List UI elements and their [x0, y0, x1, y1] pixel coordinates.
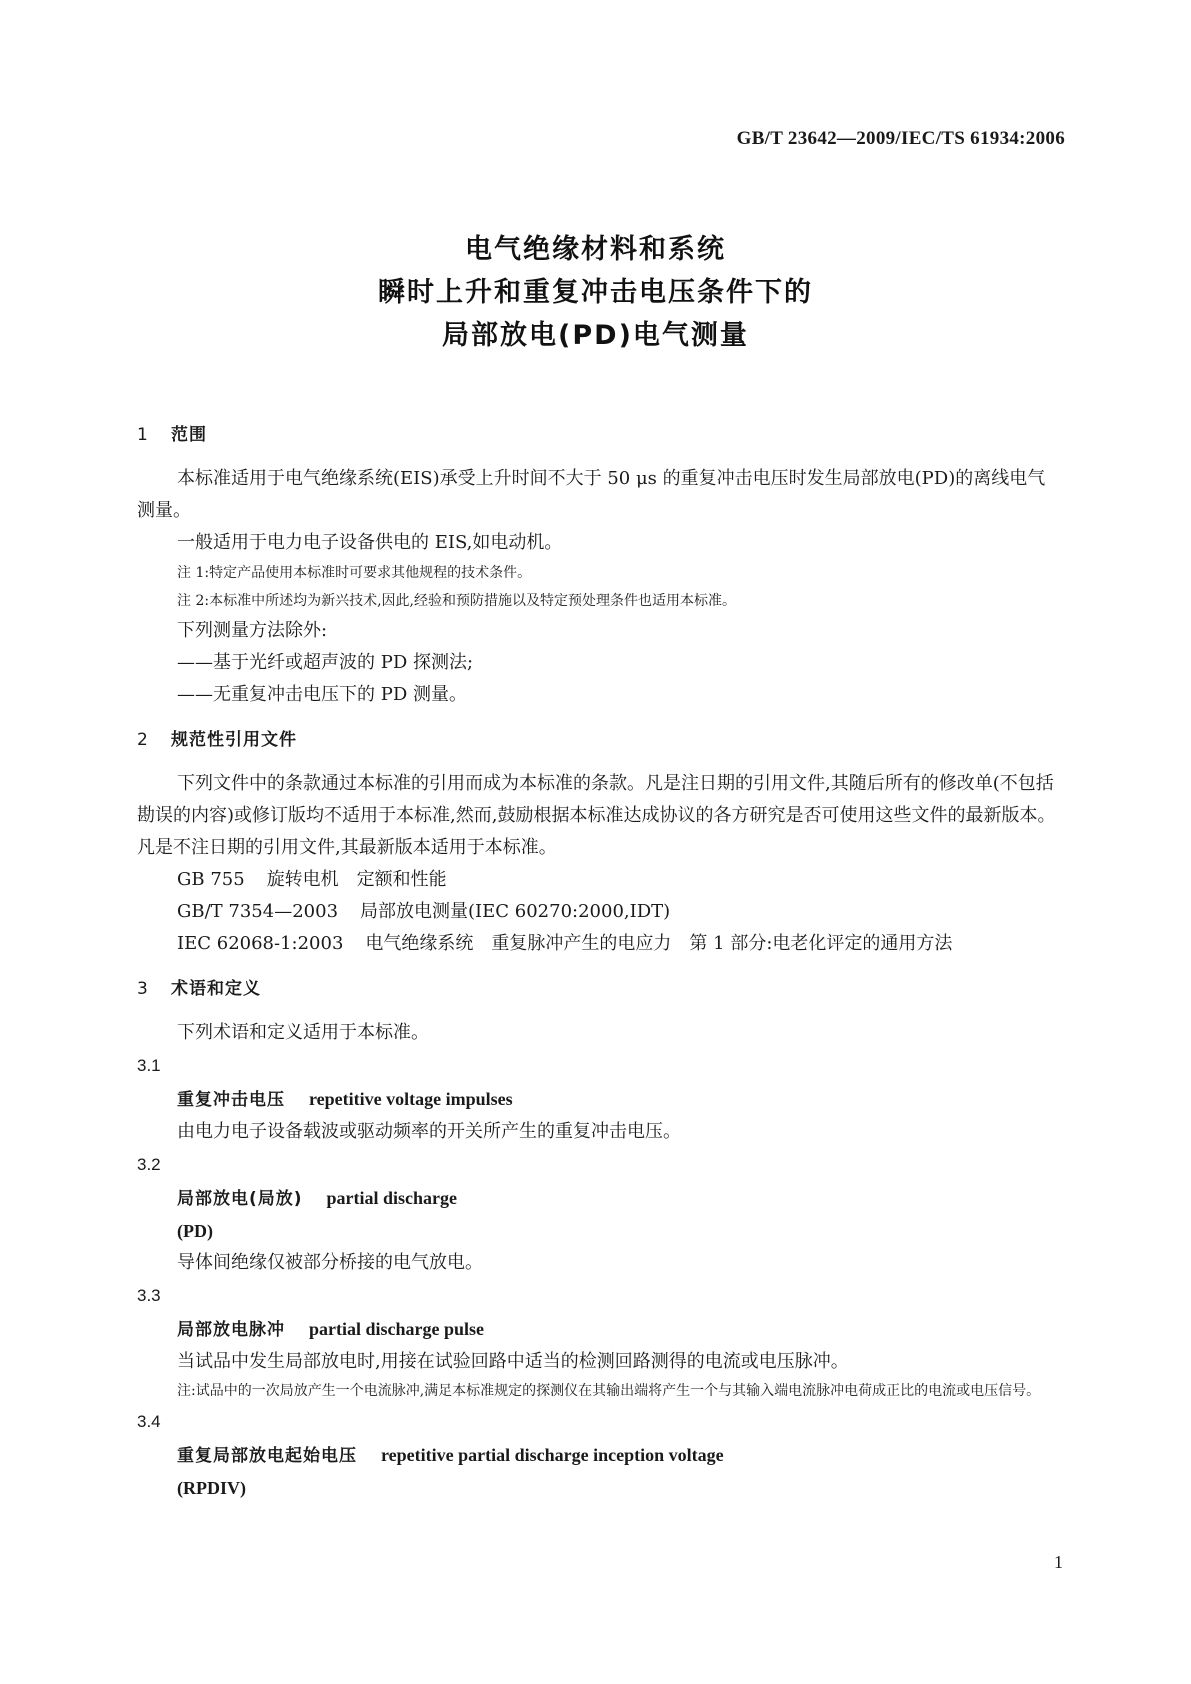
term-number: 3.4: [137, 1412, 161, 1431]
term-chinese: 重复冲击电压: [177, 1090, 285, 1110]
section-number: 2: [137, 730, 149, 750]
reference-code: GB 755: [177, 869, 245, 890]
section-number: 3: [137, 979, 149, 999]
paragraph: 下列文件中的条款通过本标准的引用而成为本标准的条款。凡是注日期的引用文件,其随后所有的修改单(不包括勘误的内容)或修订版均不适用于本标准,然而,鼓励根据本标准达成协议的各方研究是否可使用这些文件的最新版本。凡是不注日期的引用文件,其最新版本适用于本标准。: [137, 773, 1056, 858]
paragraph: 下列术语和定义适用于本标准。: [177, 1022, 429, 1043]
title-line-2: 瞬时上升和重复冲击电压条件下的: [378, 277, 813, 308]
reference-title: 局部放电测量(IEC 60270:2000,IDT): [360, 901, 671, 922]
reference-item: [137, 864, 1058, 896]
section-number: 1: [137, 425, 149, 445]
paragraph: 一般适用于电力电子设备供电的 EIS,如电动机。: [177, 532, 563, 553]
term-abbreviation: (RPDIV): [177, 1478, 246, 1498]
section-1-heading: [137, 420, 1058, 445]
section-title: 范围: [171, 425, 207, 445]
term-abbreviation: (PD): [177, 1221, 213, 1241]
section-title: 规范性引用文件: [171, 730, 297, 750]
list-item: ——无重复冲击电压下的 PD 测量。: [177, 684, 467, 705]
term-name: [137, 1313, 1058, 1346]
list-item: ——基于光纤或超声波的 PD 探测法;: [177, 652, 474, 673]
term-chinese: 重复局部放电起始电压: [177, 1446, 357, 1466]
reference-code: IEC 62068-1:2003: [177, 933, 344, 954]
term-definition: 导体间绝缘仅被部分桥接的电气放电。: [177, 1252, 483, 1273]
term-english: repetitive partial discharge inception voltage: [381, 1445, 724, 1465]
term-number: 3.2: [137, 1155, 161, 1174]
term-definition: 当试品中发生局部放电时,用接在试验回路中适当的检测回路测得的电流或电压脉冲。: [177, 1351, 849, 1372]
reference-title: 旋转电机 定额和性能: [266, 869, 447, 890]
term-chinese: 局部放电脉冲: [177, 1320, 285, 1340]
term-name: [137, 1182, 1058, 1215]
term-chinese: 局部放电(局放): [177, 1189, 303, 1209]
reference-item: [137, 928, 1058, 960]
term-name: [137, 1083, 1058, 1116]
note: 注:试品中的一次局放产生一个电流脉冲,满足本标准规定的探测仪在其输出端将产生一个与其输入端电流脉冲电荷成正比的电流或电压信号。: [177, 1383, 1041, 1399]
title-line-3: 局部放电(PD)电气测量: [442, 320, 749, 351]
paragraph: 本标准适用于电气绝缘系统(EIS)承受上升时间不大于 50 μs 的重复冲击电压时发生局部放电(PD)的离线电气测量。: [137, 468, 1046, 521]
note: 注 2:本标准中所述均为新兴技术,因此,经验和预防措施以及特定预处理条件也适用本标准。: [177, 593, 736, 609]
reference-title: 电气绝缘系统 重复脉冲产生的电应力 第 1 部分:电老化评定的通用方法: [365, 933, 953, 954]
reference-code: GB/T 7354—2003: [177, 901, 339, 922]
term-name: [137, 1439, 1058, 1472]
document-body: [137, 420, 1058, 1504]
section-title: 术语和定义: [171, 979, 261, 999]
standard-code: GB/T 23642—2009/IEC/TS 61934:2006: [736, 128, 1065, 149]
section-3-heading: [137, 974, 1058, 999]
term-english: repetitive voltage impulses: [309, 1089, 513, 1109]
title-line-1: 电气绝缘材料和系统: [465, 234, 726, 265]
term-number: 3.1: [137, 1056, 161, 1075]
reference-item: [137, 896, 1058, 928]
paragraph: 下列测量方法除外:: [177, 620, 328, 641]
document-title: [0, 228, 1191, 357]
term-number: 3.3: [137, 1286, 161, 1305]
term-definition: 由电力电子设备载波或驱动频率的开关所产生的重复冲击电压。: [177, 1121, 681, 1142]
term-english: partial discharge pulse: [309, 1319, 485, 1339]
page-number: 1: [1054, 1552, 1063, 1572]
term-english: partial discharge: [326, 1188, 458, 1208]
section-2-heading: [137, 725, 1058, 750]
note: 注 1:特定产品使用本标准时可要求其他规程的技术条件。: [177, 565, 532, 581]
